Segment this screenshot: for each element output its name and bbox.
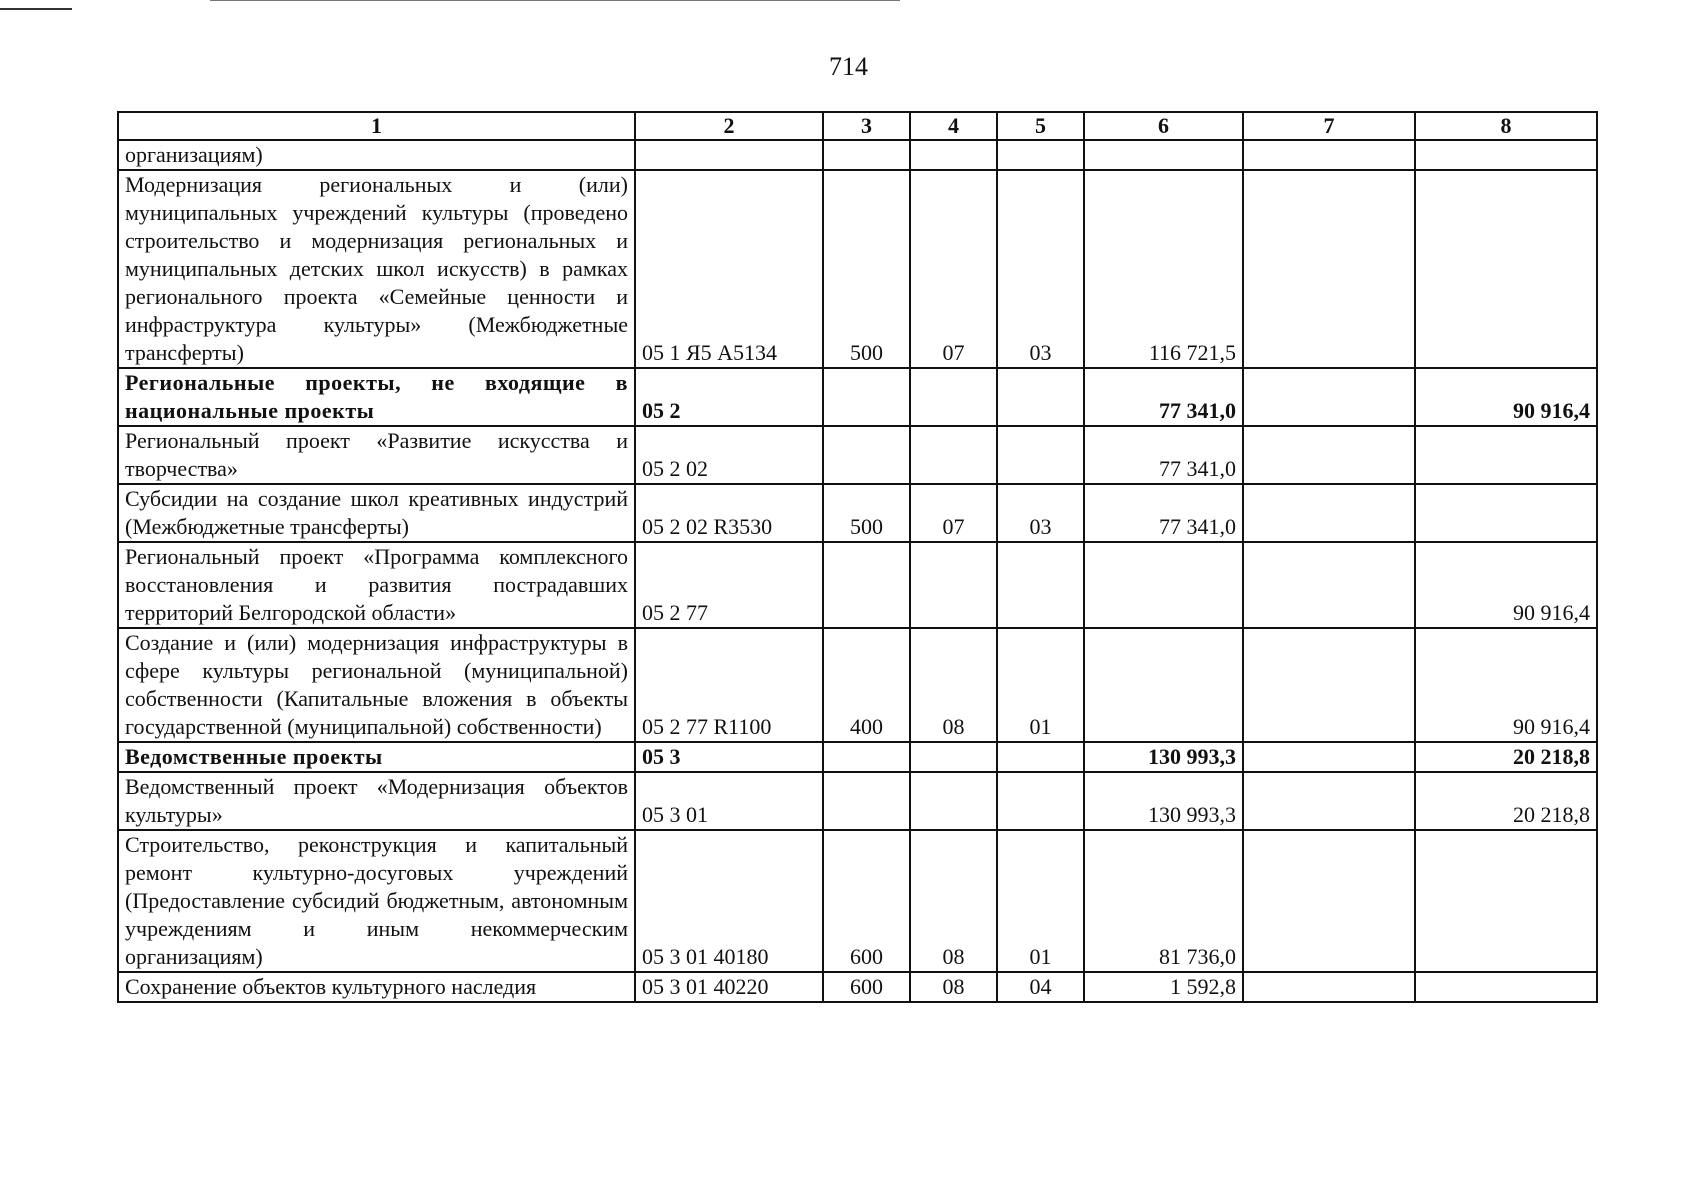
classification-code-cell: 05 2 (635, 368, 823, 426)
scan-artifact-line (210, 0, 900, 1)
table-row (118, 542, 1597, 628)
classification-code-cell: 05 3 (635, 742, 823, 772)
amount-col8-cell: 90 916,4 (1415, 542, 1597, 628)
expense-type-cell: 500 (823, 170, 910, 368)
amount-col8-cell (1415, 426, 1597, 484)
subsection-cell (997, 140, 1084, 170)
item-name-cell: организациям) (118, 140, 635, 170)
table-row (118, 742, 1597, 772)
column-header: 3 (823, 112, 910, 140)
amount-col7-cell (1243, 742, 1415, 772)
expense-type-cell: 500 (823, 484, 910, 542)
item-name-cell: Строительство, реконструкция и капитальный ремонт культурно-досуговых учреждений (Предоставление субсидий бюджетным, автономным учреждениям и иным некоммерческим организациям) (118, 830, 635, 972)
section-cell: 08 (910, 628, 997, 742)
amount-col6-cell: 77 341,0 (1084, 368, 1243, 426)
amount-col6-cell (1084, 542, 1243, 628)
column-header: 1 (118, 112, 635, 140)
amount-col8-cell (1415, 830, 1597, 972)
table-row (118, 772, 1597, 830)
section-cell (910, 542, 997, 628)
amount-col6-cell: 130 993,3 (1084, 742, 1243, 772)
subsection-cell: 03 (997, 484, 1084, 542)
item-name-cell: Создание и (или) модернизация инфраструктуры в сфере культуры региональной (муниципальной) собственности (Капитальные вложения в объекты государственной (муниципальной) собственности) (118, 628, 635, 742)
classification-code-cell (635, 140, 823, 170)
classification-code-cell: 05 3 01 40180 (635, 830, 823, 972)
header-row (118, 112, 1597, 140)
amount-col6-cell (1084, 628, 1243, 742)
amount-col8-cell: 90 916,4 (1415, 368, 1597, 426)
budget-table (117, 111, 1598, 1003)
section-cell: 08 (910, 972, 997, 1002)
table-row (118, 426, 1597, 484)
amount-col7-cell (1243, 170, 1415, 368)
subsection-cell: 01 (997, 830, 1084, 972)
table-row (118, 972, 1597, 1002)
section-cell: 07 (910, 484, 997, 542)
amount-col8-cell (1415, 484, 1597, 542)
subsection-cell: 04 (997, 972, 1084, 1002)
amount-col7-cell (1243, 484, 1415, 542)
amount-col7-cell (1243, 830, 1415, 972)
expense-type-cell (823, 542, 910, 628)
column-header: 4 (910, 112, 997, 140)
section-cell (910, 140, 997, 170)
item-name-cell: Сохранение объектов культурного наследия (118, 972, 635, 1002)
amount-col8-cell (1415, 170, 1597, 368)
item-name-cell: Региональные проекты, не входящие в национальные проекты (118, 368, 635, 426)
classification-code-cell: 05 2 77 R1100 (635, 628, 823, 742)
expense-type-cell (823, 742, 910, 772)
expense-type-cell (823, 772, 910, 830)
classification-code-cell: 05 2 02 R3530 (635, 484, 823, 542)
item-name-cell: Модернизация региональных и (или) муниципальных учреждений культуры (проведено строительство и модернизация региональных и муниципальных детских школ искусств) в рамках регионального проекта «Семейные ценности и инфраструктура культуры» (Межбюджетные трансферты) (118, 170, 635, 368)
column-header: 6 (1084, 112, 1243, 140)
table-row (118, 484, 1597, 542)
column-header: 5 (997, 112, 1084, 140)
classification-code-cell: 05 2 02 (635, 426, 823, 484)
table-row (118, 830, 1597, 972)
item-name-cell: Ведомственный проект «Модернизация объектов культуры» (118, 772, 635, 830)
scan-artifact-line (0, 8, 72, 10)
subsection-cell (997, 772, 1084, 830)
amount-col6-cell (1084, 140, 1243, 170)
classification-code-cell: 05 3 01 40220 (635, 972, 823, 1002)
classification-code-cell: 05 1 Я5 А5134 (635, 170, 823, 368)
item-name-cell: Региональный проект «Программа комплексного восстановления и развития пострадавших территорий Белгородской области» (118, 542, 635, 628)
amount-col7-cell (1243, 140, 1415, 170)
section-cell: 08 (910, 830, 997, 972)
amount-col8-cell: 20 218,8 (1415, 742, 1597, 772)
page-number: 714 (829, 52, 868, 81)
amount-col6-cell: 130 993,3 (1084, 772, 1243, 830)
expense-type-cell: 400 (823, 628, 910, 742)
column-header: 7 (1243, 112, 1415, 140)
subsection-cell: 03 (997, 170, 1084, 368)
classification-code-cell: 05 3 01 (635, 772, 823, 830)
expense-type-cell (823, 368, 910, 426)
table-row (118, 368, 1597, 426)
column-header: 2 (635, 112, 823, 140)
subsection-cell (997, 542, 1084, 628)
amount-col8-cell: 20 218,8 (1415, 772, 1597, 830)
amount-col6-cell: 77 341,0 (1084, 484, 1243, 542)
amount-col6-cell: 116 721,5 (1084, 170, 1243, 368)
amount-col8-cell: 90 916,4 (1415, 628, 1597, 742)
expense-type-cell (823, 140, 910, 170)
amount-col7-cell (1243, 628, 1415, 742)
amount-col6-cell: 1 592,8 (1084, 972, 1243, 1002)
table-row (118, 170, 1597, 368)
expense-type-cell: 600 (823, 972, 910, 1002)
expense-type-cell (823, 426, 910, 484)
column-header: 8 (1415, 112, 1597, 140)
section-cell (910, 772, 997, 830)
subsection-cell (997, 368, 1084, 426)
subsection-cell: 01 (997, 628, 1084, 742)
amount-col6-cell: 81 736,0 (1084, 830, 1243, 972)
classification-code-cell: 05 2 77 (635, 542, 823, 628)
subsection-cell (997, 426, 1084, 484)
item-name-cell: Субсидии на создание школ креативных индустрий (Межбюджетные трансферты) (118, 484, 635, 542)
item-name-cell: Ведомственные проекты (118, 742, 635, 772)
table-row (118, 140, 1597, 170)
expense-type-cell: 600 (823, 830, 910, 972)
amount-col6-cell: 77 341,0 (1084, 426, 1243, 484)
amount-col7-cell (1243, 772, 1415, 830)
section-cell (910, 368, 997, 426)
amount-col7-cell (1243, 542, 1415, 628)
table-row (118, 628, 1597, 742)
amount-col8-cell (1415, 140, 1597, 170)
item-name-cell: Региональный проект «Развитие искусства и творчества» (118, 426, 635, 484)
amount-col7-cell (1243, 368, 1415, 426)
subsection-cell (997, 742, 1084, 772)
section-cell (910, 426, 997, 484)
section-cell: 07 (910, 170, 997, 368)
amount-col7-cell (1243, 972, 1415, 1002)
amount-col8-cell (1415, 972, 1597, 1002)
section-cell (910, 742, 997, 772)
table-body (118, 140, 1597, 1002)
amount-col7-cell (1243, 426, 1415, 484)
